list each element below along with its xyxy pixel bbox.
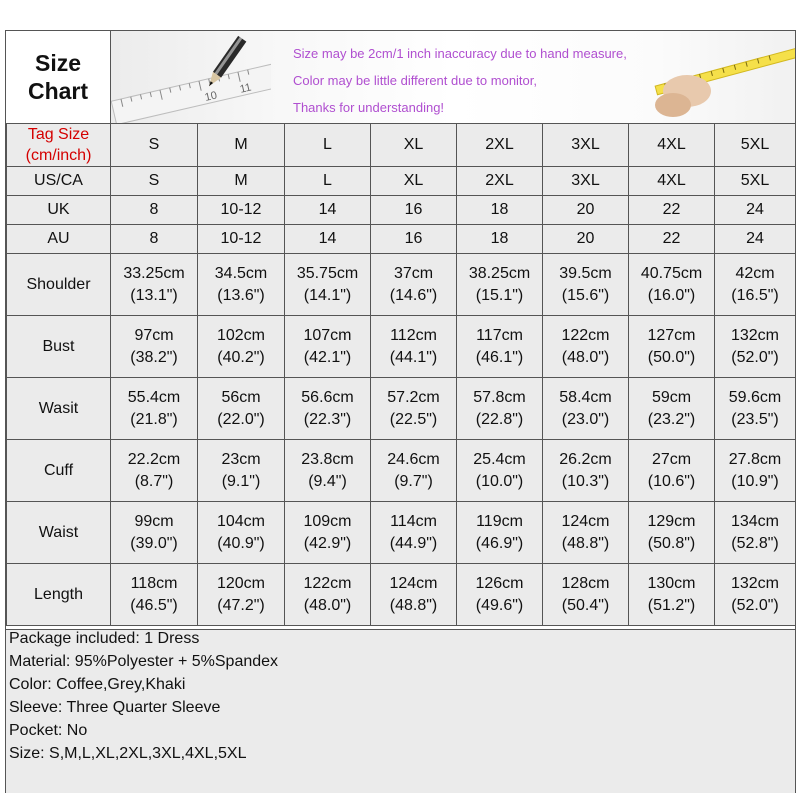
measure-cm-value: 118cm xyxy=(130,574,178,592)
pencil-icon xyxy=(193,33,253,103)
measure-cell xyxy=(715,316,796,378)
measure-cm-value: 128cm xyxy=(561,574,610,592)
measure-cm-value: 124cm xyxy=(561,512,610,530)
region-size-cell: 10-12 xyxy=(198,225,285,254)
measure-cell xyxy=(111,254,198,316)
measure-cm-value: 34.5cm xyxy=(214,264,268,282)
notice-banner xyxy=(111,31,795,123)
measure-inch-value: (21.8") xyxy=(130,410,178,428)
chart-title xyxy=(6,31,111,123)
measure-inch-value: (10.6") xyxy=(647,472,696,490)
size-table xyxy=(6,123,796,626)
tag-size-cell: S xyxy=(111,124,198,167)
measure-inch-value: (50.0") xyxy=(647,348,696,366)
measure-cell xyxy=(715,378,796,440)
tag-size-cell: XL xyxy=(371,124,457,167)
measure-cm-value: 130cm xyxy=(647,574,696,592)
region-row-au xyxy=(7,225,796,254)
measure-inch-value: (22.3") xyxy=(303,410,352,428)
measure-cell xyxy=(371,254,457,316)
measure-cm-value: 109cm xyxy=(303,512,352,530)
measure-inch-value: (23.5") xyxy=(731,410,779,428)
region-size-cell: S xyxy=(111,167,198,196)
region-size-cell: 16 xyxy=(371,196,457,225)
measure-inch-value: (9.7") xyxy=(394,472,433,490)
measure-inch-value: (23.0") xyxy=(561,410,610,428)
measure-inch-value: (48.8") xyxy=(389,596,438,614)
measure-cell xyxy=(285,254,371,316)
region-size-cell: XL xyxy=(371,167,457,196)
measure-cm-value: 23.8cm xyxy=(301,450,354,468)
measure-cell xyxy=(198,440,285,502)
measure-cell xyxy=(285,564,371,626)
measure-row-bust xyxy=(7,316,796,378)
region-size-cell: 24 xyxy=(715,196,796,225)
measure-cm-value: 112cm xyxy=(390,326,437,344)
measure-inch-value: (48.0") xyxy=(303,596,352,614)
measure-inch-value: (44.9") xyxy=(389,534,438,552)
measure-inch-value: (46.1") xyxy=(475,348,524,366)
region-label: US/CA xyxy=(7,167,111,196)
measure-inch-value: (52.0") xyxy=(731,348,779,366)
measure-cell xyxy=(457,378,543,440)
measure-row-length xyxy=(7,564,796,626)
measure-cell xyxy=(543,440,629,502)
region-size-cell: 24 xyxy=(715,225,796,254)
region-size-cell: M xyxy=(198,167,285,196)
measure-cell xyxy=(285,316,371,378)
measure-cell xyxy=(111,502,198,564)
measure-cm-value: 59cm xyxy=(651,388,692,406)
measure-label: Length xyxy=(7,564,111,626)
measure-cm-value: 27.8cm xyxy=(728,450,782,468)
measure-cm-value: 26.2cm xyxy=(559,450,612,468)
measure-cell xyxy=(371,378,457,440)
measure-cell xyxy=(371,440,457,502)
measure-cm-value: 132cm xyxy=(730,574,780,592)
region-size-cell: 5XL xyxy=(715,167,796,196)
region-size-cell: 22 xyxy=(629,196,715,225)
measure-cm-value: 38.25cm xyxy=(468,264,531,282)
detail-material: Material: 95%Polyester + 5%Spandex xyxy=(9,653,279,670)
measure-cell xyxy=(629,440,715,502)
measure-inch-value: (44.1") xyxy=(389,348,438,366)
detail-pocket: Pocket: No xyxy=(9,722,88,739)
measure-inch-value: (48.8") xyxy=(561,534,610,552)
measure-cm-value: 57.2cm xyxy=(387,388,440,406)
product-details xyxy=(6,629,795,793)
measure-cell xyxy=(111,440,198,502)
measure-cm-value: 39.5cm xyxy=(559,264,612,282)
notice-line-3: Thanks for understanding! xyxy=(293,100,445,115)
region-size-cell: 14 xyxy=(285,196,371,225)
measure-cell xyxy=(715,440,796,502)
measure-cell xyxy=(715,564,796,626)
ruler-number-10: 10 xyxy=(203,89,219,104)
measure-cell xyxy=(457,564,543,626)
measure-cm-value: 57.8cm xyxy=(473,388,526,406)
measure-cm-value: 24.6cm xyxy=(387,450,440,468)
tag-size-cell: 3XL xyxy=(543,124,629,167)
measure-cell xyxy=(198,316,285,378)
measure-inch-value: (15.1") xyxy=(475,286,524,304)
measure-cell xyxy=(457,254,543,316)
measure-cm-value: 120cm xyxy=(216,574,266,592)
region-size-cell: 2XL xyxy=(457,167,543,196)
measure-cm-value: 42cm xyxy=(735,264,775,282)
measure-inch-value: (52.8") xyxy=(731,534,779,552)
measure-inch-value: (9.4") xyxy=(308,472,347,490)
measure-inch-value: (38.2") xyxy=(130,348,178,366)
measure-inch-value: (51.2") xyxy=(647,596,696,614)
measure-cell xyxy=(198,564,285,626)
measure-cm-value: 102cm xyxy=(216,326,266,344)
measure-inch-value: (23.2") xyxy=(647,410,696,428)
measure-cm-value: 56cm xyxy=(221,388,261,406)
measure-inch-value: (22.8") xyxy=(475,410,524,428)
measure-cell xyxy=(629,254,715,316)
measure-inch-value: (13.1") xyxy=(130,286,178,304)
title-line-1: Size xyxy=(34,50,82,76)
region-row-us-ca xyxy=(7,167,796,196)
measure-cm-value: 23cm xyxy=(221,450,261,468)
measure-inch-value: (15.6") xyxy=(561,286,610,304)
measure-inch-value: (8.7") xyxy=(134,472,174,490)
region-size-cell: 20 xyxy=(543,225,629,254)
measure-cm-value: 104cm xyxy=(216,512,266,530)
measure-cm-value: 117cm xyxy=(476,326,523,344)
measure-label: Shoulder xyxy=(7,254,111,316)
measure-inch-value: (42.9") xyxy=(303,534,352,552)
measure-inch-value: (42.1") xyxy=(303,348,352,366)
measure-row-wasit xyxy=(7,378,796,440)
measure-inch-value: (16.5") xyxy=(731,286,779,304)
measure-cell xyxy=(629,502,715,564)
measure-inch-value: (14.1") xyxy=(303,286,352,304)
measure-cm-value: 134cm xyxy=(730,512,780,530)
measure-inch-value: (14.6") xyxy=(389,286,438,304)
measure-cell xyxy=(543,502,629,564)
measure-label: Bust xyxy=(7,316,111,378)
measure-row-waist xyxy=(7,502,796,564)
tag-size-cell: M xyxy=(198,124,285,167)
measure-cell xyxy=(285,502,371,564)
measure-inch-value: (39.0") xyxy=(130,534,178,552)
region-size-cell: 16 xyxy=(371,225,457,254)
measure-cm-value: 127cm xyxy=(647,326,696,344)
detail-color: Color: Coffee,Grey,Khaki xyxy=(9,676,186,693)
measure-cell xyxy=(111,564,198,626)
measure-inch-value: (9.1") xyxy=(221,472,261,490)
tag-size-cell: L xyxy=(285,124,371,167)
measure-label: Cuff xyxy=(7,440,111,502)
measure-cm-value: 37cm xyxy=(393,264,434,282)
tag-size-label xyxy=(7,124,111,167)
measuring-tape-icon xyxy=(645,31,795,123)
region-size-cell: 4XL xyxy=(629,167,715,196)
measure-cell xyxy=(457,316,543,378)
measure-cm-value: 59.6cm xyxy=(728,388,782,406)
measure-inch-value: (49.6") xyxy=(475,596,524,614)
measure-cm-value: 119cm xyxy=(476,512,523,530)
measure-cell xyxy=(111,316,198,378)
measure-inch-value: (16.0") xyxy=(647,286,696,304)
detail-package: Package included: 1 Dress xyxy=(9,630,200,647)
tag-size-cell: 5XL xyxy=(715,124,796,167)
measure-inch-value: (52.0") xyxy=(731,596,779,614)
notice-line-2: Color may be little different due to monitor, xyxy=(293,73,537,88)
region-size-cell: 22 xyxy=(629,225,715,254)
measure-inch-value: (46.5") xyxy=(130,596,178,614)
region-size-cell: 18 xyxy=(457,225,543,254)
measure-inch-value: (22.5") xyxy=(389,410,438,428)
tag-size-cell: 4XL xyxy=(629,124,715,167)
measure-inch-value: (50.8") xyxy=(647,534,696,552)
measure-cell xyxy=(543,378,629,440)
measure-cell xyxy=(543,316,629,378)
tag-size-label-line-2: (cm/inch) xyxy=(25,147,92,164)
measure-cm-value: 56.6cm xyxy=(301,388,354,406)
measure-cell xyxy=(371,316,457,378)
measure-inch-value: (10.9") xyxy=(731,472,779,490)
measure-cm-value: 99cm xyxy=(134,512,174,530)
measure-cm-value: 129cm xyxy=(647,512,696,530)
measure-cell xyxy=(198,254,285,316)
measure-cm-value: 35.75cm xyxy=(296,264,359,282)
tag-size-cell: 2XL xyxy=(457,124,543,167)
tag-size-label-line-1: Tag Size xyxy=(27,126,90,143)
region-size-cell: 18 xyxy=(457,196,543,225)
measure-row-shoulder xyxy=(7,254,796,316)
measure-cell xyxy=(457,502,543,564)
measure-cm-value: 126cm xyxy=(475,574,524,592)
measure-cm-value: 122cm xyxy=(303,574,352,592)
measure-cell xyxy=(543,564,629,626)
measure-cm-value: 124cm xyxy=(389,574,438,592)
measure-inch-value: (13.6") xyxy=(217,286,265,304)
measure-cell xyxy=(285,378,371,440)
region-row-uk xyxy=(7,196,796,225)
detail-sleeve: Sleeve: Three Quarter Sleeve xyxy=(9,699,221,716)
measure-cell xyxy=(285,440,371,502)
measure-inch-value: (48.0") xyxy=(561,348,610,366)
measure-cm-value: 27cm xyxy=(651,450,692,468)
measure-cell xyxy=(198,502,285,564)
measure-inch-value: (47.2") xyxy=(217,596,265,614)
measure-inch-value: (22.0") xyxy=(217,410,265,428)
measure-cm-value: 114cm xyxy=(390,512,437,530)
measure-cell xyxy=(111,378,198,440)
measure-inch-value: (40.9") xyxy=(217,534,265,552)
measure-label: Wasit xyxy=(7,378,111,440)
measure-cm-value: 55.4cm xyxy=(127,388,181,406)
region-size-cell: 20 xyxy=(543,196,629,225)
title-line-2: Chart xyxy=(27,78,89,104)
measure-cm-value: 40.75cm xyxy=(640,264,703,282)
measure-cell xyxy=(715,502,796,564)
measure-cell xyxy=(457,440,543,502)
notice-line-1: Size may be 2cm/1 inch inaccuracy due to hand measure, xyxy=(293,46,627,61)
measure-inch-value: (10.0") xyxy=(475,472,524,490)
measure-inch-value: (50.4") xyxy=(561,596,610,614)
size-chart xyxy=(5,30,796,793)
measure-cm-value: 107cm xyxy=(303,326,352,344)
region-size-cell: 10-12 xyxy=(198,196,285,225)
measure-inch-value: (10.3") xyxy=(561,472,610,490)
tag-size-row xyxy=(7,124,796,167)
region-size-cell: 8 xyxy=(111,196,198,225)
measure-cell xyxy=(629,316,715,378)
measure-cm-value: 58.4cm xyxy=(559,388,612,406)
measure-cm-value: 97cm xyxy=(134,326,174,344)
region-label: AU xyxy=(7,225,111,254)
measure-cell xyxy=(715,254,796,316)
measure-cell xyxy=(629,378,715,440)
measure-cm-value: 25.4cm xyxy=(473,450,526,468)
ruler-number-11: 11 xyxy=(238,81,253,96)
region-size-cell: 14 xyxy=(285,225,371,254)
measure-cm-value: 22.2cm xyxy=(127,450,181,468)
measure-cell xyxy=(371,502,457,564)
measure-cell xyxy=(543,254,629,316)
region-size-cell: 3XL xyxy=(543,167,629,196)
measure-cm-value: 132cm xyxy=(730,326,780,344)
measure-cm-value: 122cm xyxy=(561,326,610,344)
measure-inch-value: (40.2") xyxy=(217,348,265,366)
chart-header xyxy=(6,31,795,124)
measure-cell xyxy=(629,564,715,626)
measure-cell xyxy=(198,378,285,440)
measure-inch-value: (46.9") xyxy=(475,534,524,552)
detail-sizes: Size: S,M,L,XL,2XL,3XL,4XL,5XL xyxy=(9,745,247,762)
measure-cell xyxy=(371,564,457,626)
measure-row-cuff xyxy=(7,440,796,502)
measure-label: Waist xyxy=(7,502,111,564)
region-label: UK xyxy=(7,196,111,225)
region-size-cell: 8 xyxy=(111,225,198,254)
region-size-cell: L xyxy=(285,167,371,196)
measure-cm-value: 33.25cm xyxy=(123,264,185,282)
